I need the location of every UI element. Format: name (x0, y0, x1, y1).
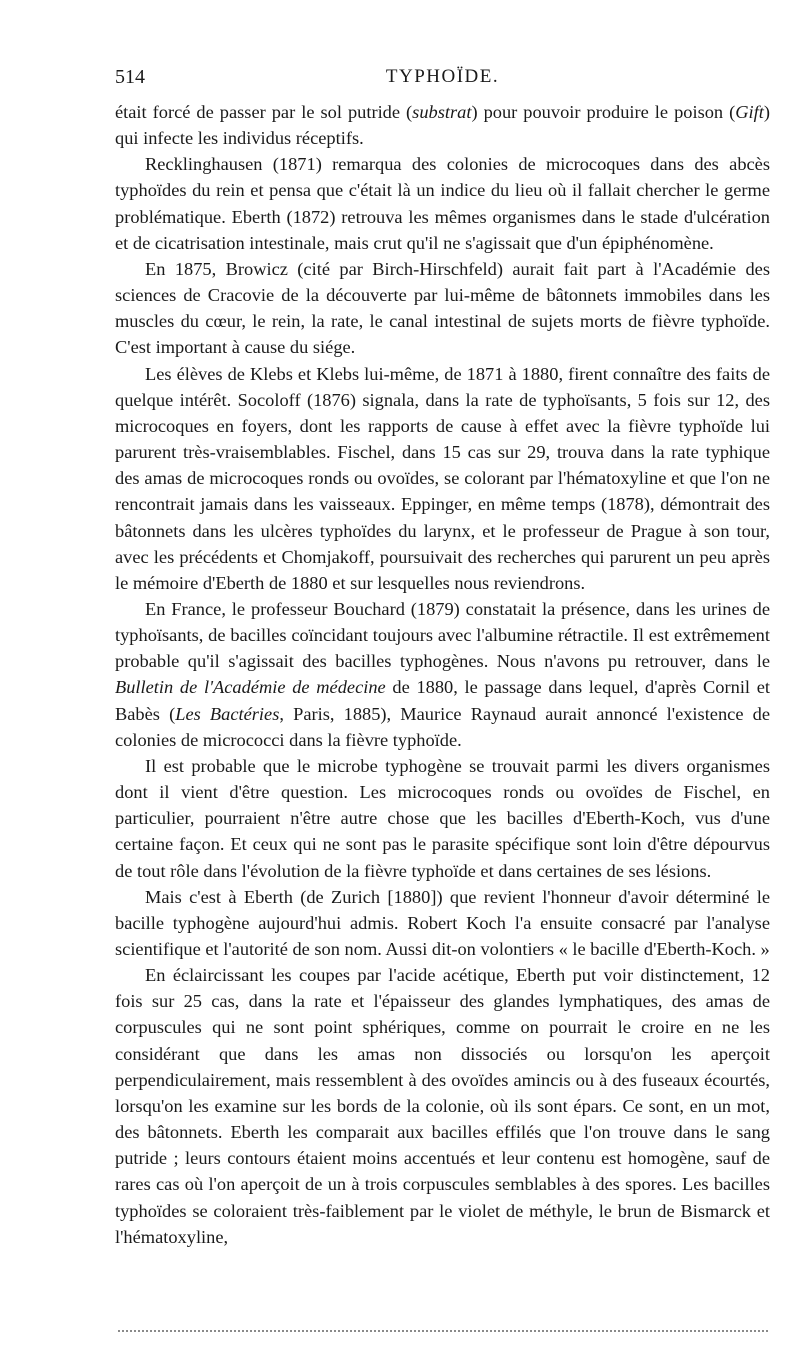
paragraph (115, 256, 770, 361)
italic-text: Les Bactéries (175, 703, 280, 724)
running-head (115, 66, 770, 90)
text-run: Recklinghausen (1871) remarqua des colonies de microcoques dans des abcès typhoïdes du rein et pensa que c'était là un indice du lieu où il fallait chercher le germe problématique. Eberth (1872) retrouva les mêmes organismes dans le stade d'ulcération et de cicatrisation intestinale, mais crut qu'il ne s'agissait que d'un épiphénomène. (115, 154, 770, 253)
text-run: En éclaircissant les coupes par l'acide acétique, Eberth put voir distinctement, 12 fois sur 25 cas, dans la rate et l'épaisseur des glandes lymphatiques, des amas de corpuscules qui ne sont point sphériques, comme on pourrait le croire en ne les considérant que dans les amas non dissociés ou lorsqu'on les aperçoit perpendiculairement, mais ressemblent à des ovoïdes amincis ou à des fuseaux écourtés, lorsqu'on les examine sur les bords de la colonie, où ils sont épars. Ce sont, en un mot, des bâtonnets. Eberth les comparait aux bacilles effilés que l'on trouve dans le sang putride ; leurs contours étaient moins accentués et leur contenu est homogène, sauf de rares cas où l'on aperçoit de un à trois corpuscules semblables à des spores. Les bacilles typhoïdes se coloraient très-faiblement par le violet de méthyle, le brun de Bismarck et l'hématoxyline, (115, 965, 770, 1247)
italic-text: Bulletin de l'Académie de médecine (115, 677, 386, 698)
text-run: de 1880, le passage dans lequel, d'après Cornil et Babès ( (115, 677, 771, 724)
text-run: ) qui infecte les individus réceptifs. (115, 102, 770, 149)
paragraph (115, 884, 770, 962)
text-run: En 1875, Browicz (cité par Birch-Hirschfeld) aurait fait part à l'Académie des sciences de Cracovie de la découverte par lui-même de bâtonnets immobiles dans les muscles du cœur, le rein, la rate, le canal intestinal de sujets morts de fièvre typhoïde. C'est important à cause du siége. (115, 258, 770, 358)
text-run: En France, le professeur Bouchard (1879) constatait la présence, dans les urines de typhoïsants, de bacilles coïncidant toujours avec l'albumine rétractile. Il est extrêmement probable qu'il s'agissait des bacilles typhogènes. Nous n'avons pu retrouver, dans le (115, 598, 770, 672)
text-run: Il est probable que le microbe typhogène se trouvait parmi les divers organismes dont il vient d'être question. Les microcoques ronds ou ovoïdes de Fischel, en particulier, pourraient n'être autre chose que les bacilles d'Eberth-Koch, vus d'une certaine façon. Et ceux qui ne sont pas le parasite spécifique sont loin d'être dépourvus de tout rôle dans l'évolution de la fièvre typhoïde et dans certaines de ses lésions. (115, 755, 770, 881)
bottom-rule (118, 1330, 768, 1332)
italic-text: Gift (735, 102, 764, 122)
body-text (115, 99, 770, 1250)
paragraph (115, 361, 770, 596)
page-number: 514 (115, 66, 145, 88)
text-run: Mais c'est à Eberth (de Zurich [1880]) que revient l'honneur d'avoir déterminé le bacille typhogène aujourd'hui admis. Robert Koch l'a ensuite consacré par l'analyse scientifique et l'autorité de son nom. Aussi dit-on volontiers « le bacille d'Eberth-Koch. » (115, 886, 770, 959)
text-run: Les élèves de Klebs et Klebs lui-même, de 1871 à 1880, firent connaître des faits de quelque intérêt. Socoloff (1876) signala, dans la rate de typhoïsants, 5 fois sur 12, des microcoques en foyers, dont les rapports de cause à effet avec la fièvre typhoïde lui parurent très-vraisemblables. Fischel, dans 15 cas sur 29, trouva dans la rate typhique des amas de microcoques ronds ou ovoïdes, se colorant par l'hématoxyline et que l'on ne rencontrait jamais dans les vaisseaux. Eppinger, en même temps (1878), démontrait des bâtonnets dans les ulcères typhoïdes du larynx, et le professeur de Prague à son tour, avec les précédents et Chomjakoff, poursuivait des recherches qui parurent un peu après le mémoire d'Eberth de 1880 et sur lesquelles nous reviendrons. (115, 363, 770, 593)
paragraph (115, 596, 770, 753)
text-run: était forcé de passer par le sol putride ( (115, 102, 413, 122)
paragraph (115, 151, 770, 256)
running-title: TYPHOÏDE. (385, 66, 500, 87)
paragraph (115, 99, 770, 151)
italic-text: substrat (412, 102, 472, 122)
text-run: ) pour pouvoir produire le poison ( (471, 102, 736, 122)
paragraph (115, 753, 770, 884)
text-run: , Paris, 1885), Maurice Raynaud aurait annoncé l'existence de colonies de micrococci dans la fièvre typhoïde. (115, 703, 770, 750)
paragraph (115, 962, 770, 1250)
